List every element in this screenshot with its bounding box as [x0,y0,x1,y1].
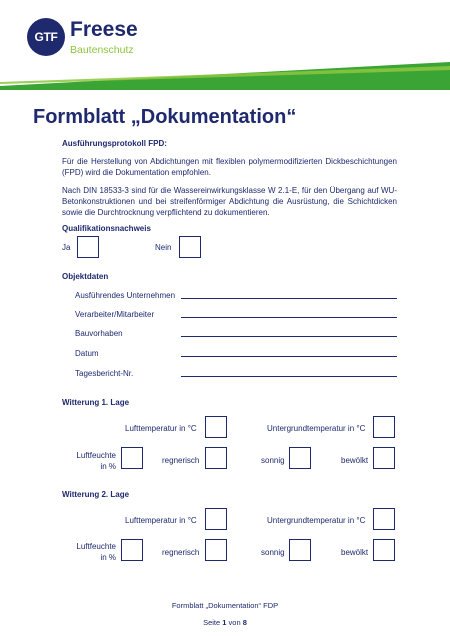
weather2-humidity-label [60,541,116,563]
field-label-worker: Verarbeiter/Mitarbeiter [75,310,155,319]
footer-page-prefix: Seite [203,618,221,627]
header-green-band [0,62,450,90]
weather1-humidity-label-line1: Luftfeuchte [76,451,116,460]
weather1-humidity-label-line2: in % [100,462,116,471]
qualification-heading: Qualifikationsnachweis [62,224,151,233]
weather2-air-temp-label: Lufttemperatur in °C [125,516,197,525]
footer-page-sep: von [228,618,241,627]
weather2-sunny-label: sonnig [261,548,285,557]
weather2-humidity-label-line1: Luftfeuchte [76,542,116,551]
weather1-cloudy-label: bewölkt [341,456,369,465]
logo-name: Freese [70,18,138,41]
weather1-sunny-label: sonnig [261,456,285,465]
logo-subtitle: Bautenschutz [70,44,134,56]
page-title: Formblatt „Dokumentation“ [33,106,297,128]
weather2-ground-temp-label: Untergrundtemperatur in °C [267,516,366,525]
weather1-humidity-label [60,450,116,472]
protocol-heading: Ausführungsprotokoll FPD: [62,139,167,148]
weather1-sunny-box[interactable] [289,447,311,469]
footer-page-number [0,618,450,627]
logo-mark: GTF [27,18,65,56]
field-label-project: Bauvorhaben [75,329,123,338]
weather1-heading: Witterung 1. Lage [62,398,130,407]
footer-page-current: 1 [222,618,227,627]
field-input-date[interactable] [181,356,397,357]
field-label-date: Datum [75,349,99,358]
field-label-report-no: Tagesbericht-Nr. [75,369,134,378]
weather2-rainy-label: regnerisch [162,548,200,557]
weather2-cloudy-label: bewölkt [341,548,369,557]
weather1-ground-temp-label: Untergrundtemperatur in °C [267,424,366,433]
weather2-humidity-label-line2: in % [100,553,116,562]
footer-document-name: Formblatt „Dokumentation“ FDP [171,601,279,610]
weather1-rainy-box[interactable] [205,447,227,469]
qualification-yes-label: Ja [62,243,71,252]
weather2-ground-temp-box[interactable] [373,508,395,530]
weather1-rainy-label: regnerisch [162,456,200,465]
field-label-company: Ausführendes Unternehmen [75,291,176,300]
protocol-paragraph-1: Für die Herstellung von Abdichtungen mit flexiblen polymermodifizierten Dickbeschichtungen (FPD) wird die Dokumentation empfohlen. [62,157,397,177]
qualification-no-label: Nein [155,243,172,252]
weather2-humidity-box[interactable] [121,539,143,561]
protocol-paragraph-2: Nach DIN 18533-3 sind für die Wassereinwirkungsklasse W 2.1-E, für den Übergang auf WU-Betonkonstruktionen und bei streifenförmiger Abdichtung die Ausrüstung, die Schichtdicken sowie die Durchtrocknung verpflichtend zu dokumentieren. [62,186,397,217]
qualification-no-checkbox[interactable] [179,236,201,258]
object-data-heading: Objektdaten [62,272,109,281]
weather2-rainy-box[interactable] [205,539,227,561]
field-input-worker[interactable] [181,317,397,318]
weather2-cloudy-box[interactable] [373,539,395,561]
weather1-cloudy-box[interactable] [373,447,395,469]
field-input-project[interactable] [181,336,397,337]
weather2-heading: Witterung 2. Lage [62,490,130,499]
field-input-company[interactable] [181,298,397,299]
weather1-air-temp-box[interactable] [205,416,227,438]
footer-page-total: 8 [242,618,247,627]
field-input-report-no[interactable] [181,376,397,377]
weather1-air-temp-label: Lufttemperatur in °C [125,424,197,433]
weather1-humidity-box[interactable] [121,447,143,469]
weather1-ground-temp-box[interactable] [373,416,395,438]
weather2-air-temp-box[interactable] [205,508,227,530]
qualification-yes-checkbox[interactable] [77,236,99,258]
weather2-sunny-box[interactable] [289,539,311,561]
